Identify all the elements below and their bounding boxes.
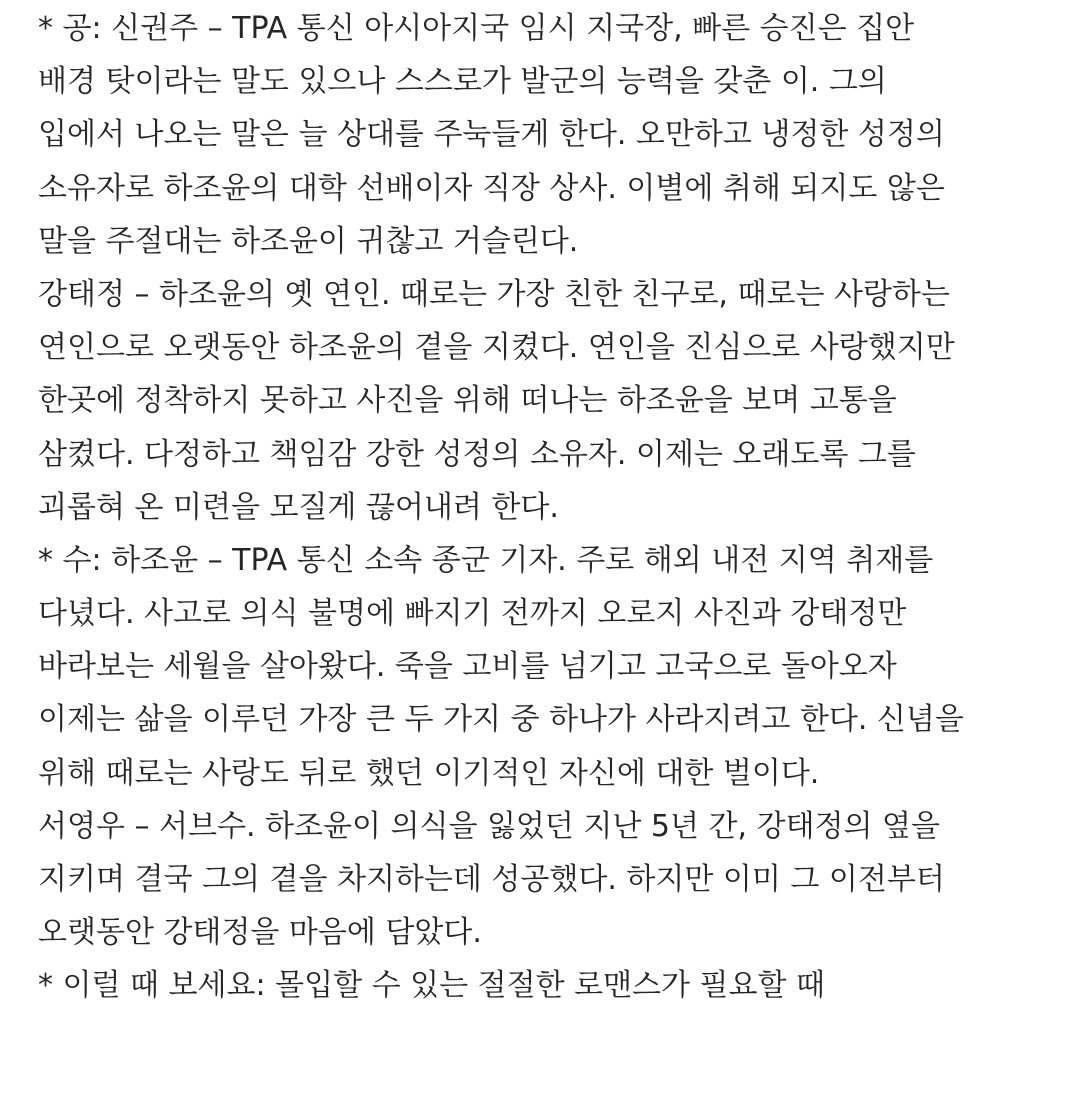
text-line-10: 괴롭혀 온 미련을 모질게 끊어내려 한다.	[38, 489, 559, 525]
text-line-1: * 공: 신권주 – TPA 통신 아시아지국 임시 지국장, 빠른 승진은 집안	[38, 11, 915, 46]
text-line-14: 이제는 삶을 이루던 가장 큰 두 가지 중 하나가 사라지려고 한다. 신념을	[38, 702, 964, 738]
text-line-11: * 수: 하조윤 – TPA 통신 소속 종군 기자. 주로 해외 내전 지역 취재를	[38, 542, 934, 578]
text-line-12: 다녔다. 사고로 의식 불명에 빠지기 전까지 오로지 사진과 강태정만	[38, 596, 907, 632]
text-line-5: 말을 주절대는 하조윤이 귀찮고 거슬린다.	[38, 223, 579, 259]
text-line-3: 입에서 나오는 말은 늘 상대를 주눅들게 한다. 오만하고 냉정한 성정의	[38, 117, 945, 153]
text-line-13: 바라보는 세월을 살아왔다. 죽을 고비를 넘기고 고국으로 돌아오자	[38, 649, 897, 685]
text-line-18: 오랫동안 강태정을 마음에 담았다.	[38, 915, 482, 951]
text-line-19: * 이럴 때 보세요: 몰입할 수 있는 절절한 로맨스가 필요할 때	[38, 968, 826, 1004]
text-line-2: 배경 탓이라는 말도 있으나 스스로가 발군의 능력을 갖춘 이. 그의	[38, 64, 887, 100]
text-line-17: 지키며 결국 그의 곁을 차지하는데 성공했다. 하지만 이미 그 이전부터	[38, 862, 945, 897]
text-line-6: 강태정 – 하조윤의 옛 연인. 때로는 가장 친한 친구로, 때로는 사랑하는	[38, 276, 950, 312]
document-body	[38, 2, 1068, 1013]
text-line-8: 한곳에 정착하지 못하고 사진을 위해 떠나는 하조윤을 보며 고통을	[38, 383, 897, 419]
text-line-9: 삼켰다. 다정하고 책임감 강한 성정의 소유자. 이제는 오래도록 그를	[38, 436, 916, 472]
text-line-7: 연인으로 오랫동안 하조윤의 곁을 지켰다. 연인을 진심으로 사랑했지만	[38, 330, 955, 366]
text-line-16: 서영우 – 서브수. 하조윤이 의식을 잃었던 지난 5년 간, 강태정의 옆을	[38, 808, 940, 844]
text-line-15: 위해 때로는 사랑도 뒤로 했던 이기적인 자신에 대한 벌이다.	[38, 755, 820, 791]
text-line-4: 소유자로 하조윤의 대학 선배이자 직장 상사. 이별에 취해 되지도 않은	[38, 170, 945, 206]
